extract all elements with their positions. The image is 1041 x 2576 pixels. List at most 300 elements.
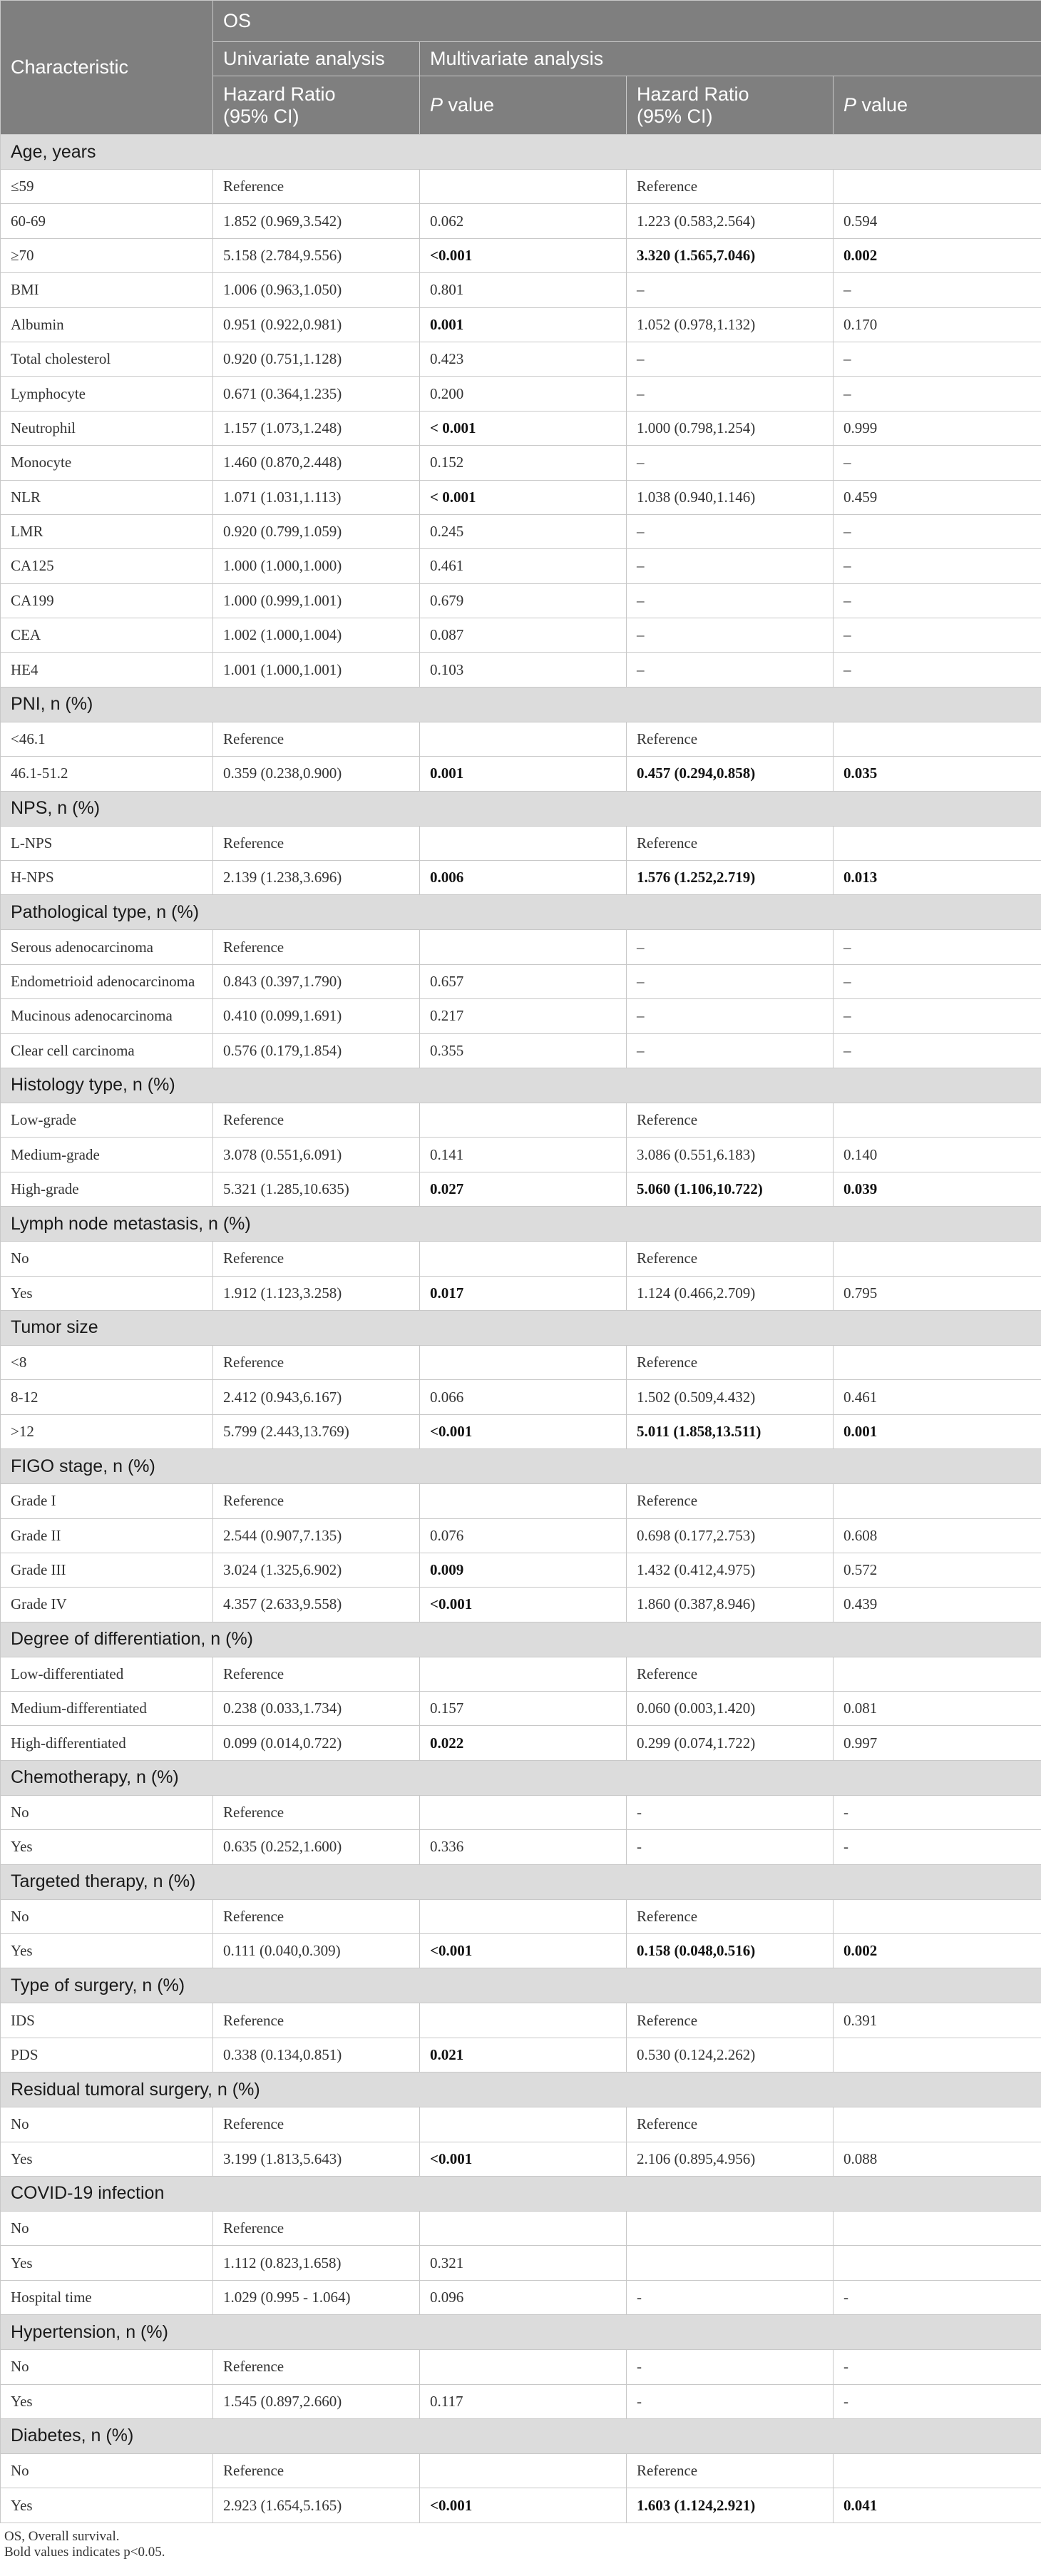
univariate-p-value bbox=[420, 1484, 627, 1518]
multivariate-p-value: – bbox=[834, 549, 1041, 583]
univariate-hazard-ratio: 0.359 (0.238,0.900) bbox=[213, 757, 420, 791]
univariate-p-value: <0.001 bbox=[420, 2488, 627, 2523]
multivariate-p-value bbox=[834, 2038, 1041, 2072]
row-label: CA125 bbox=[1, 549, 213, 583]
table-row bbox=[1, 273, 1041, 307]
multivariate-p-value bbox=[834, 2211, 1041, 2245]
univariate-p-value: 0.679 bbox=[420, 583, 627, 618]
row-label: Hospital time bbox=[1, 2280, 213, 2314]
univariate-hazard-ratio: 3.199 (1.813,5.643) bbox=[213, 2142, 420, 2176]
multivariate-p-value: – bbox=[834, 618, 1041, 653]
table-row bbox=[1, 446, 1041, 480]
row-label: NLR bbox=[1, 480, 213, 514]
multivariate-hazard-ratio: 1.576 (1.252,2.719) bbox=[627, 861, 834, 895]
row-label: Yes bbox=[1, 2384, 213, 2418]
multivariate-p-value: – bbox=[834, 446, 1041, 480]
multivariate-p-value bbox=[834, 722, 1041, 756]
multivariate-hazard-ratio: Reference bbox=[627, 2453, 834, 2488]
univariate-p-value: 0.087 bbox=[420, 618, 627, 653]
multivariate-hazard-ratio: – bbox=[627, 514, 834, 548]
univariate-hazard-ratio: Reference bbox=[213, 1103, 420, 1137]
multivariate-hazard-ratio: 0.530 (0.124,2.262) bbox=[627, 2038, 834, 2072]
univariate-hazard-ratio: Reference bbox=[213, 2453, 420, 2488]
univariate-p-value: 0.801 bbox=[420, 273, 627, 307]
row-label: HE4 bbox=[1, 653, 213, 687]
multivariate-hazard-ratio: 5.011 (1.858,13.511) bbox=[627, 1414, 834, 1448]
multivariate-hazard-ratio: – bbox=[627, 964, 834, 998]
row-label: Lymphocyte bbox=[1, 377, 213, 411]
row-label: No bbox=[1, 2107, 213, 2142]
univariate-p-value: <0.001 bbox=[420, 1414, 627, 1448]
table-row bbox=[1, 930, 1041, 964]
table-row bbox=[1, 307, 1041, 342]
table-row bbox=[1, 1380, 1041, 1414]
row-label: Grade III bbox=[1, 1553, 213, 1587]
section-header bbox=[1, 1760, 1041, 1795]
univariate-p-value bbox=[420, 930, 627, 964]
row-label: Medium-differentiated bbox=[1, 1692, 213, 1726]
table-row bbox=[1, 1414, 1041, 1448]
row-label: No bbox=[1, 1795, 213, 1829]
section-header bbox=[1, 135, 1041, 170]
header-p-value-univariate: P value bbox=[420, 76, 627, 135]
section-header bbox=[1, 2072, 1041, 2107]
section-header bbox=[1, 1310, 1041, 1345]
table-row bbox=[1, 480, 1041, 514]
multivariate-p-value: 0.391 bbox=[834, 2003, 1041, 2038]
row-label: No bbox=[1, 1899, 213, 1933]
table-row bbox=[1, 618, 1041, 653]
multivariate-p-value: – bbox=[834, 930, 1041, 964]
row-label: Low-differentiated bbox=[1, 1657, 213, 1691]
multivariate-hazard-ratio: 2.106 (0.895,4.956) bbox=[627, 2142, 834, 2176]
row-label: Yes bbox=[1, 2142, 213, 2176]
univariate-p-value: 0.001 bbox=[420, 757, 627, 791]
row-label: IDS bbox=[1, 2003, 213, 2038]
section-title: Degree of differentiation, n (%) bbox=[1, 1622, 1041, 1657]
univariate-p-value: 0.022 bbox=[420, 1726, 627, 1760]
row-label: Yes bbox=[1, 1830, 213, 1864]
row-label: Yes bbox=[1, 2488, 213, 2523]
multivariate-hazard-ratio: Reference bbox=[627, 1657, 834, 1691]
section-header bbox=[1, 1968, 1041, 2003]
row-label: 46.1-51.2 bbox=[1, 757, 213, 791]
univariate-hazard-ratio: 4.357 (2.633,9.558) bbox=[213, 1588, 420, 1622]
table-body bbox=[1, 135, 1041, 2523]
footnote: Bold values indicates p<0.05. bbox=[4, 2545, 165, 2560]
univariate-hazard-ratio: 0.635 (0.252,1.600) bbox=[213, 1830, 420, 1864]
multivariate-hazard-ratio: - bbox=[627, 2350, 834, 2384]
row-label: PDS bbox=[1, 2038, 213, 2072]
multivariate-p-value: 0.461 bbox=[834, 1380, 1041, 1414]
row-label: Mucinous adenocarcinoma bbox=[1, 999, 213, 1033]
table-row bbox=[1, 204, 1041, 238]
multivariate-hazard-ratio: 0.698 (0.177,2.753) bbox=[627, 1518, 834, 1553]
table-row bbox=[1, 1588, 1041, 1622]
multivariate-p-value bbox=[834, 2107, 1041, 2142]
section-header bbox=[1, 791, 1041, 826]
multivariate-p-value: 0.035 bbox=[834, 757, 1041, 791]
multivariate-hazard-ratio: 0.060 (0.003,1.420) bbox=[627, 1692, 834, 1726]
row-label: Medium-grade bbox=[1, 1138, 213, 1172]
section-header bbox=[1, 2315, 1041, 2350]
univariate-p-value: 0.066 bbox=[420, 1380, 627, 1414]
section-title: Diabetes, n (%) bbox=[1, 2418, 1041, 2453]
section-title: NPS, n (%) bbox=[1, 791, 1041, 826]
multivariate-p-value: 0.088 bbox=[834, 2142, 1041, 2176]
header-hazard-ratio-univariate: Hazard Ratio (95% CI) bbox=[213, 76, 420, 135]
multivariate-p-value: – bbox=[834, 377, 1041, 411]
row-label: No bbox=[1, 2211, 213, 2245]
univariate-p-value: 0.217 bbox=[420, 999, 627, 1033]
multivariate-hazard-ratio: 0.158 (0.048,0.516) bbox=[627, 1934, 834, 1968]
univariate-hazard-ratio: Reference bbox=[213, 1795, 420, 1829]
univariate-p-value bbox=[420, 170, 627, 204]
multivariate-p-value: 0.041 bbox=[834, 2488, 1041, 2523]
univariate-p-value: 0.157 bbox=[420, 1692, 627, 1726]
univariate-hazard-ratio: 1.157 (1.073,1.248) bbox=[213, 411, 420, 445]
table-row bbox=[1, 1726, 1041, 1760]
multivariate-p-value: 0.459 bbox=[834, 480, 1041, 514]
table-row bbox=[1, 1692, 1041, 1726]
table-row bbox=[1, 964, 1041, 998]
table-row bbox=[1, 2211, 1041, 2245]
univariate-p-value: 0.017 bbox=[420, 1276, 627, 1310]
multivariate-hazard-ratio: Reference bbox=[627, 1484, 834, 1518]
multivariate-p-value: – bbox=[834, 273, 1041, 307]
univariate-hazard-ratio: 1.852 (0.969,3.542) bbox=[213, 204, 420, 238]
footnote: OS, Overall survival. bbox=[4, 2529, 120, 2544]
row-label: <46.1 bbox=[1, 722, 213, 756]
univariate-hazard-ratio: 1.545 (0.897,2.660) bbox=[213, 2384, 420, 2418]
multivariate-p-value: 0.002 bbox=[834, 1934, 1041, 1968]
row-label: Serous adenocarcinoma bbox=[1, 930, 213, 964]
multivariate-hazard-ratio: – bbox=[627, 583, 834, 618]
multivariate-hazard-ratio: 3.086 (0.551,6.183) bbox=[627, 1138, 834, 1172]
row-label: Yes bbox=[1, 1934, 213, 1968]
table-row bbox=[1, 514, 1041, 548]
section-title: FIGO stage, n (%) bbox=[1, 1449, 1041, 1484]
multivariate-p-value: – bbox=[834, 514, 1041, 548]
univariate-hazard-ratio: 1.001 (1.000,1.001) bbox=[213, 653, 420, 687]
univariate-hazard-ratio: 5.321 (1.285,10.635) bbox=[213, 1172, 420, 1206]
row-label: Albumin bbox=[1, 307, 213, 342]
multivariate-hazard-ratio: 3.320 (1.565,7.046) bbox=[627, 238, 834, 272]
multivariate-hazard-ratio: – bbox=[627, 1033, 834, 1068]
row-label: ≤59 bbox=[1, 170, 213, 204]
row-label: CEA bbox=[1, 618, 213, 653]
table-row bbox=[1, 999, 1041, 1033]
table-row bbox=[1, 2280, 1041, 2314]
univariate-p-value bbox=[420, 1657, 627, 1691]
univariate-p-value: <0.001 bbox=[420, 1934, 627, 1968]
univariate-hazard-ratio: 1.000 (0.999,1.001) bbox=[213, 583, 420, 618]
section-title: Type of surgery, n (%) bbox=[1, 1968, 1041, 2003]
table-row bbox=[1, 2384, 1041, 2418]
row-label: High-differentiated bbox=[1, 1726, 213, 1760]
header-hazard-ratio-multivariate: Hazard Ratio (95% CI) bbox=[627, 76, 834, 135]
multivariate-p-value: – bbox=[834, 653, 1041, 687]
table-row bbox=[1, 861, 1041, 895]
table-row bbox=[1, 1172, 1041, 1206]
section-header bbox=[1, 1207, 1041, 1242]
table-row bbox=[1, 757, 1041, 791]
row-label: Total cholesterol bbox=[1, 342, 213, 376]
univariate-hazard-ratio: 0.238 (0.033,1.734) bbox=[213, 1692, 420, 1726]
univariate-p-value: 0.461 bbox=[420, 549, 627, 583]
section-header bbox=[1, 1449, 1041, 1484]
multivariate-hazard-ratio: 1.000 (0.798,1.254) bbox=[627, 411, 834, 445]
table-row bbox=[1, 1138, 1041, 1172]
row-label: High-grade bbox=[1, 1172, 213, 1206]
row-label: Neutrophil bbox=[1, 411, 213, 445]
univariate-hazard-ratio: 1.006 (0.963,1.050) bbox=[213, 273, 420, 307]
table-row bbox=[1, 549, 1041, 583]
multivariate-p-value bbox=[834, 170, 1041, 204]
multivariate-hazard-ratio: - bbox=[627, 1795, 834, 1829]
univariate-hazard-ratio: 1.002 (1.000,1.004) bbox=[213, 618, 420, 653]
univariate-p-value: 0.006 bbox=[420, 861, 627, 895]
table-row bbox=[1, 1033, 1041, 1068]
table-row bbox=[1, 1242, 1041, 1276]
multivariate-p-value bbox=[834, 2246, 1041, 2280]
multivariate-p-value: 0.608 bbox=[834, 1518, 1041, 1553]
row-label: 8-12 bbox=[1, 1380, 213, 1414]
table-row bbox=[1, 2246, 1041, 2280]
univariate-p-value: 0.423 bbox=[420, 342, 627, 376]
section-title: Lymph node metastasis, n (%) bbox=[1, 1207, 1041, 1242]
univariate-hazard-ratio: Reference bbox=[213, 1899, 420, 1933]
univariate-p-value: 0.027 bbox=[420, 1172, 627, 1206]
univariate-p-value: < 0.001 bbox=[420, 411, 627, 445]
multivariate-p-value: – bbox=[834, 999, 1041, 1033]
section-header bbox=[1, 2418, 1041, 2453]
row-label: No bbox=[1, 2350, 213, 2384]
multivariate-p-value: - bbox=[834, 2384, 1041, 2418]
univariate-p-value: 0.321 bbox=[420, 2246, 627, 2280]
row-label: BMI bbox=[1, 273, 213, 307]
multivariate-p-value: 0.170 bbox=[834, 307, 1041, 342]
univariate-hazard-ratio: Reference bbox=[213, 1242, 420, 1276]
multivariate-hazard-ratio: 5.060 (1.106,10.722) bbox=[627, 1172, 834, 1206]
multivariate-hazard-ratio: 1.432 (0.412,4.975) bbox=[627, 1553, 834, 1587]
univariate-hazard-ratio: Reference bbox=[213, 170, 420, 204]
univariate-p-value: 0.336 bbox=[420, 1830, 627, 1864]
row-label: Grade IV bbox=[1, 1588, 213, 1622]
row-label: Yes bbox=[1, 1276, 213, 1310]
multivariate-hazard-ratio: Reference bbox=[627, 170, 834, 204]
table-row bbox=[1, 1103, 1041, 1137]
multivariate-p-value bbox=[834, 826, 1041, 860]
multivariate-hazard-ratio: 0.299 (0.074,1.722) bbox=[627, 1726, 834, 1760]
univariate-p-value: 0.657 bbox=[420, 964, 627, 998]
univariate-hazard-ratio: 0.338 (0.134,0.851) bbox=[213, 2038, 420, 2072]
univariate-p-value: 0.200 bbox=[420, 377, 627, 411]
table-row bbox=[1, 1899, 1041, 1933]
multivariate-p-value: 0.572 bbox=[834, 1553, 1041, 1587]
multivariate-hazard-ratio: – bbox=[627, 446, 834, 480]
row-label: Monocyte bbox=[1, 446, 213, 480]
univariate-p-value: 0.062 bbox=[420, 204, 627, 238]
section-title: Tumor size bbox=[1, 1310, 1041, 1345]
univariate-p-value bbox=[420, 1345, 627, 1379]
header-os: OS bbox=[213, 1, 1041, 42]
section-title: Residual tumoral surgery, n (%) bbox=[1, 2072, 1041, 2107]
row-label: Yes bbox=[1, 2246, 213, 2280]
multivariate-hazard-ratio: 0.457 (0.294,0.858) bbox=[627, 757, 834, 791]
univariate-p-value bbox=[420, 2107, 627, 2142]
univariate-hazard-ratio: Reference bbox=[213, 826, 420, 860]
table-row bbox=[1, 653, 1041, 687]
table-row bbox=[1, 1795, 1041, 1829]
multivariate-hazard-ratio: - bbox=[627, 2280, 834, 2314]
row-label: Endometrioid adenocarcinoma bbox=[1, 964, 213, 998]
multivariate-hazard-ratio: 1.223 (0.583,2.564) bbox=[627, 204, 834, 238]
table-row bbox=[1, 2107, 1041, 2142]
univariate-p-value: 0.001 bbox=[420, 307, 627, 342]
multivariate-p-value: 0.001 bbox=[834, 1414, 1041, 1448]
table-row bbox=[1, 377, 1041, 411]
row-label: Low-grade bbox=[1, 1103, 213, 1137]
multivariate-p-value: – bbox=[834, 964, 1041, 998]
header-univariate: Univariate analysis bbox=[213, 42, 420, 76]
table-row bbox=[1, 1276, 1041, 1310]
univariate-hazard-ratio: Reference bbox=[213, 2350, 420, 2384]
section-header bbox=[1, 1068, 1041, 1103]
table-row bbox=[1, 1934, 1041, 1968]
univariate-p-value bbox=[420, 826, 627, 860]
row-label: Grade I bbox=[1, 1484, 213, 1518]
univariate-p-value: 0.096 bbox=[420, 2280, 627, 2314]
univariate-p-value: <0.001 bbox=[420, 238, 627, 272]
table-row bbox=[1, 2003, 1041, 2038]
row-label: Grade II bbox=[1, 1518, 213, 1553]
univariate-hazard-ratio: 0.111 (0.040,0.309) bbox=[213, 1934, 420, 1968]
univariate-hazard-ratio: 0.099 (0.014,0.722) bbox=[213, 1726, 420, 1760]
univariate-hazard-ratio: 1.460 (0.870,2.448) bbox=[213, 446, 420, 480]
univariate-p-value: 0.076 bbox=[420, 1518, 627, 1553]
multivariate-hazard-ratio: - bbox=[627, 2384, 834, 2418]
multivariate-p-value: – bbox=[834, 1033, 1041, 1068]
univariate-hazard-ratio: Reference bbox=[213, 2107, 420, 2142]
table-row bbox=[1, 342, 1041, 376]
table-row bbox=[1, 583, 1041, 618]
multivariate-hazard-ratio: 1.052 (0.978,1.132) bbox=[627, 307, 834, 342]
section-header bbox=[1, 687, 1041, 722]
row-label: H-NPS bbox=[1, 861, 213, 895]
univariate-hazard-ratio: 3.078 (0.551,6.091) bbox=[213, 1138, 420, 1172]
multivariate-p-value bbox=[834, 2453, 1041, 2488]
multivariate-hazard-ratio: – bbox=[627, 342, 834, 376]
univariate-hazard-ratio: 0.843 (0.397,1.790) bbox=[213, 964, 420, 998]
multivariate-hazard-ratio: – bbox=[627, 549, 834, 583]
multivariate-p-value: 0.997 bbox=[834, 1726, 1041, 1760]
univariate-hazard-ratio: 1.000 (1.000,1.000) bbox=[213, 549, 420, 583]
multivariate-hazard-ratio bbox=[627, 2211, 834, 2245]
multivariate-p-value bbox=[834, 1103, 1041, 1137]
univariate-hazard-ratio: Reference bbox=[213, 2211, 420, 2245]
multivariate-hazard-ratio: - bbox=[627, 1830, 834, 1864]
row-label: ≥70 bbox=[1, 238, 213, 272]
multivariate-p-value: 0.039 bbox=[834, 1172, 1041, 1206]
univariate-p-value bbox=[420, 1103, 627, 1137]
multivariate-p-value: 0.140 bbox=[834, 1138, 1041, 1172]
header-multivariate: Multivariate analysis bbox=[420, 42, 1041, 76]
univariate-hazard-ratio: 1.029 (0.995 - 1.064) bbox=[213, 2280, 420, 2314]
univariate-p-value: 0.141 bbox=[420, 1138, 627, 1172]
multivariate-p-value bbox=[834, 1242, 1041, 1276]
section-title: Histology type, n (%) bbox=[1, 1068, 1041, 1103]
section-title: Pathological type, n (%) bbox=[1, 895, 1041, 930]
multivariate-p-value: - bbox=[834, 2350, 1041, 2384]
multivariate-p-value: 0.081 bbox=[834, 1692, 1041, 1726]
section-title: COVID-19 infection bbox=[1, 2176, 1041, 2211]
univariate-hazard-ratio: 1.071 (1.031,1.113) bbox=[213, 480, 420, 514]
multivariate-p-value: 0.795 bbox=[834, 1276, 1041, 1310]
row-label: >12 bbox=[1, 1414, 213, 1448]
section-title: Age, years bbox=[1, 135, 1041, 170]
row-label: CA199 bbox=[1, 583, 213, 618]
multivariate-p-value bbox=[834, 1484, 1041, 1518]
univariate-hazard-ratio: Reference bbox=[213, 930, 420, 964]
multivariate-p-value: 0.013 bbox=[834, 861, 1041, 895]
multivariate-hazard-ratio: Reference bbox=[627, 1242, 834, 1276]
univariate-hazard-ratio: 5.799 (2.443,13.769) bbox=[213, 1414, 420, 1448]
univariate-hazard-ratio: Reference bbox=[213, 2003, 420, 2038]
table-row bbox=[1, 2142, 1041, 2176]
univariate-p-value: 0.117 bbox=[420, 2384, 627, 2418]
multivariate-p-value: – bbox=[834, 342, 1041, 376]
table-row bbox=[1, 826, 1041, 860]
univariate-p-value bbox=[420, 2211, 627, 2245]
multivariate-hazard-ratio: – bbox=[627, 999, 834, 1033]
univariate-hazard-ratio: Reference bbox=[213, 1484, 420, 1518]
multivariate-hazard-ratio: 1.860 (0.387,8.946) bbox=[627, 1588, 834, 1622]
univariate-p-value bbox=[420, 1242, 627, 1276]
multivariate-p-value: 0.439 bbox=[834, 1588, 1041, 1622]
univariate-hazard-ratio: 0.671 (0.364,1.235) bbox=[213, 377, 420, 411]
section-title: Targeted therapy, n (%) bbox=[1, 1864, 1041, 1899]
multivariate-p-value bbox=[834, 1345, 1041, 1379]
univariate-p-value: 0.009 bbox=[420, 1553, 627, 1587]
table-row bbox=[1, 411, 1041, 445]
table-row bbox=[1, 2038, 1041, 2072]
univariate-p-value bbox=[420, 1899, 627, 1933]
header-p-value-multivariate: P value bbox=[834, 76, 1041, 135]
univariate-hazard-ratio: 0.920 (0.799,1.059) bbox=[213, 514, 420, 548]
multivariate-hazard-ratio: – bbox=[627, 618, 834, 653]
univariate-p-value bbox=[420, 1795, 627, 1829]
table-row bbox=[1, 238, 1041, 272]
multivariate-p-value bbox=[834, 1899, 1041, 1933]
multivariate-p-value bbox=[834, 1657, 1041, 1691]
row-label: <8 bbox=[1, 1345, 213, 1379]
univariate-hazard-ratio: 2.139 (1.238,3.696) bbox=[213, 861, 420, 895]
row-label: L-NPS bbox=[1, 826, 213, 860]
multivariate-hazard-ratio: – bbox=[627, 930, 834, 964]
multivariate-hazard-ratio: 1.124 (0.466,2.709) bbox=[627, 1276, 834, 1310]
univariate-hazard-ratio: 0.410 (0.099,1.691) bbox=[213, 999, 420, 1033]
univariate-p-value: <0.001 bbox=[420, 2142, 627, 2176]
multivariate-hazard-ratio: Reference bbox=[627, 2107, 834, 2142]
multivariate-hazard-ratio: 1.603 (1.124,2.921) bbox=[627, 2488, 834, 2523]
univariate-p-value bbox=[420, 2453, 627, 2488]
multivariate-p-value: 0.002 bbox=[834, 238, 1041, 272]
univariate-hazard-ratio: Reference bbox=[213, 1657, 420, 1691]
row-label: 60-69 bbox=[1, 204, 213, 238]
multivariate-hazard-ratio: Reference bbox=[627, 722, 834, 756]
univariate-p-value: 0.021 bbox=[420, 2038, 627, 2072]
